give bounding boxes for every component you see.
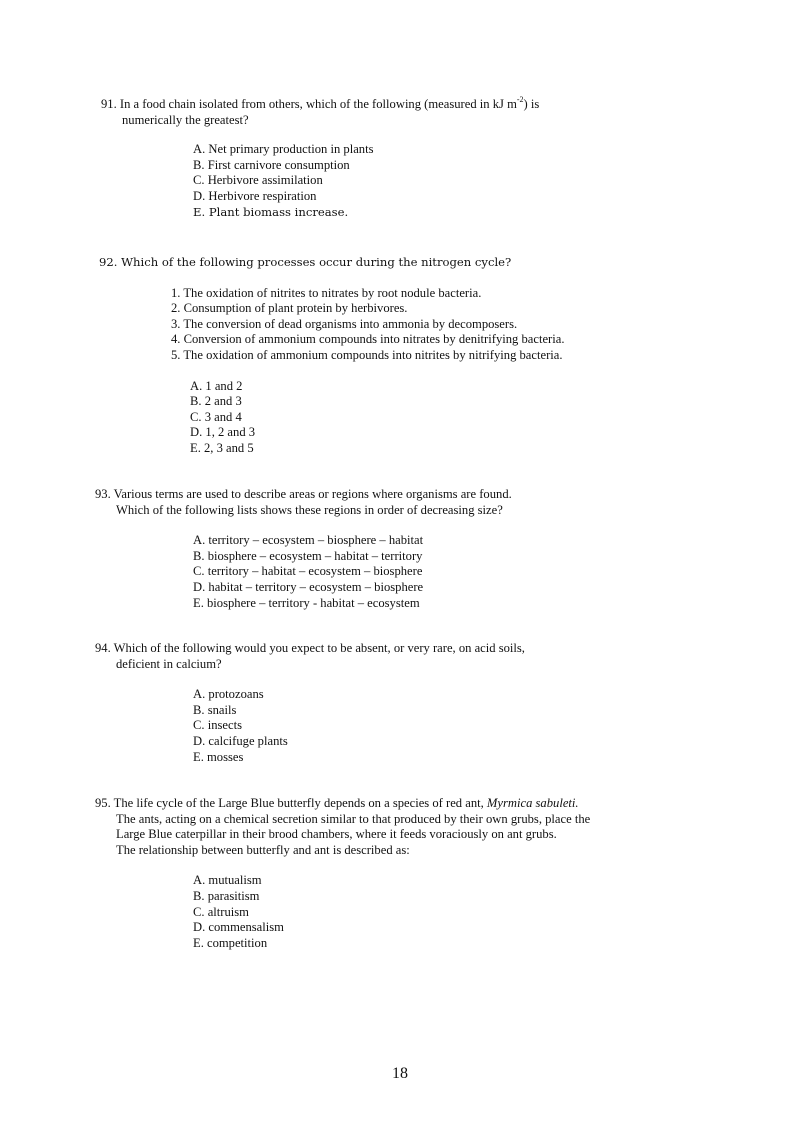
option-b: B. biosphere – ecosystem – habitat – territory: [193, 548, 423, 563]
option-c: C. Herbivore assimilation: [193, 173, 323, 188]
species-name: Myrmica sabuleti.: [486, 796, 579, 810]
question-92: [0, 255, 800, 457]
question-92-stem: 92. Which of the following processes occur during the nitrogen cycle?: [99, 255, 512, 269]
option-e: E. biosphere – territory - habitat – ecosystem: [193, 595, 420, 610]
option-b: B. 2 and 3: [190, 394, 242, 409]
page-number: 18: [392, 1065, 408, 1082]
option-e: E. competition: [193, 935, 268, 950]
statement-2: 2. Consumption of plant protein by herbivores.: [171, 301, 408, 316]
question-93-options: [0, 533, 800, 611]
option-c: C. altruism: [193, 904, 249, 919]
option-a: A. protozoans: [193, 687, 264, 702]
question-93-stem: 93. Various terms are used to describe areas or regions where organisms are found. Which of the following lists shows these regions in order of decreasing size?: [95, 487, 512, 517]
question-91-number: 91.: [101, 97, 117, 111]
question-91-stem: 91. In a food chain isolated from others, which of the following (measured in kJ $m^{-2}$) is numerically the greatest?: [101, 94, 540, 127]
option-e: E. Plant biomass increase.: [193, 204, 349, 219]
statement-1: 1. The oxidation of nitrites to nitrates by root nodule bacteria.: [171, 285, 482, 300]
question-92-options: [0, 379, 800, 457]
option-c: C. insects: [193, 718, 242, 733]
option-b: B. First carnivore consumption: [193, 157, 350, 172]
question-91-options: [0, 142, 800, 220]
option-c: C. territory – habitat – ecosystem – biosphere: [193, 564, 423, 579]
question-92-number: 92.: [99, 255, 118, 269]
question-91: [0, 94, 800, 220]
option-b: B. parasitism: [193, 888, 260, 903]
question-95-options: [0, 873, 800, 951]
option-c: C. 3 and 4: [190, 409, 242, 424]
option-d: D. commensalism: [193, 920, 284, 935]
option-a: A. Net primary production in plants: [193, 142, 374, 157]
option-d: D. 1, 2 and 3: [190, 425, 256, 440]
statement-3: 3. The conversion of dead organisms into ammonia by decomposers.: [171, 316, 518, 331]
option-d: D. Herbivore respiration: [193, 188, 317, 203]
option-d: D. habitat – territory – ecosystem – biosphere: [193, 579, 424, 594]
question-93-number: 93.: [95, 487, 111, 501]
option-b: B. snails: [193, 702, 237, 717]
question-95-stem: 95. The life cycle of the Large Blue butterfly depends on a species of red ant, Myrmica sabuleti. The ants, acting on a chemical secretion similar to that produced by their own grubs, place the Large Blue caterpillar in their brood chambers, where it feeds voraciously on ant grubs. The relationship between butterfly and ant is described as:: [95, 796, 591, 857]
statement-4: 4. Conversion of ammonium compounds into nitrates by denitrifying bacteria.: [171, 332, 565, 347]
question-94-number: 94.: [95, 641, 111, 655]
question-94: [0, 641, 800, 765]
option-a: A. territory – ecosystem – biosphere – habitat: [193, 533, 424, 548]
option-e: E. 2, 3 and 5: [190, 440, 254, 455]
option-d: D. calcifuge plants: [193, 733, 288, 748]
question-93: [0, 487, 800, 611]
question-95: [0, 796, 800, 951]
question-92-statements: [0, 286, 800, 364]
option-a: A. mutualism: [193, 873, 262, 888]
question-94-stem: 94. Which of the following would you expect to be absent, or very rare, on acid soils, deficient in calcium?: [95, 641, 525, 671]
question-95-number: 95.: [95, 796, 111, 810]
question-94-options: [0, 687, 800, 765]
statement-5: 5. The oxidation of ammonium compounds into nitrites by nitrifying bacteria.: [171, 347, 563, 362]
option-e: E. mosses: [193, 749, 244, 764]
option-a: A. 1 and 2: [190, 378, 243, 393]
